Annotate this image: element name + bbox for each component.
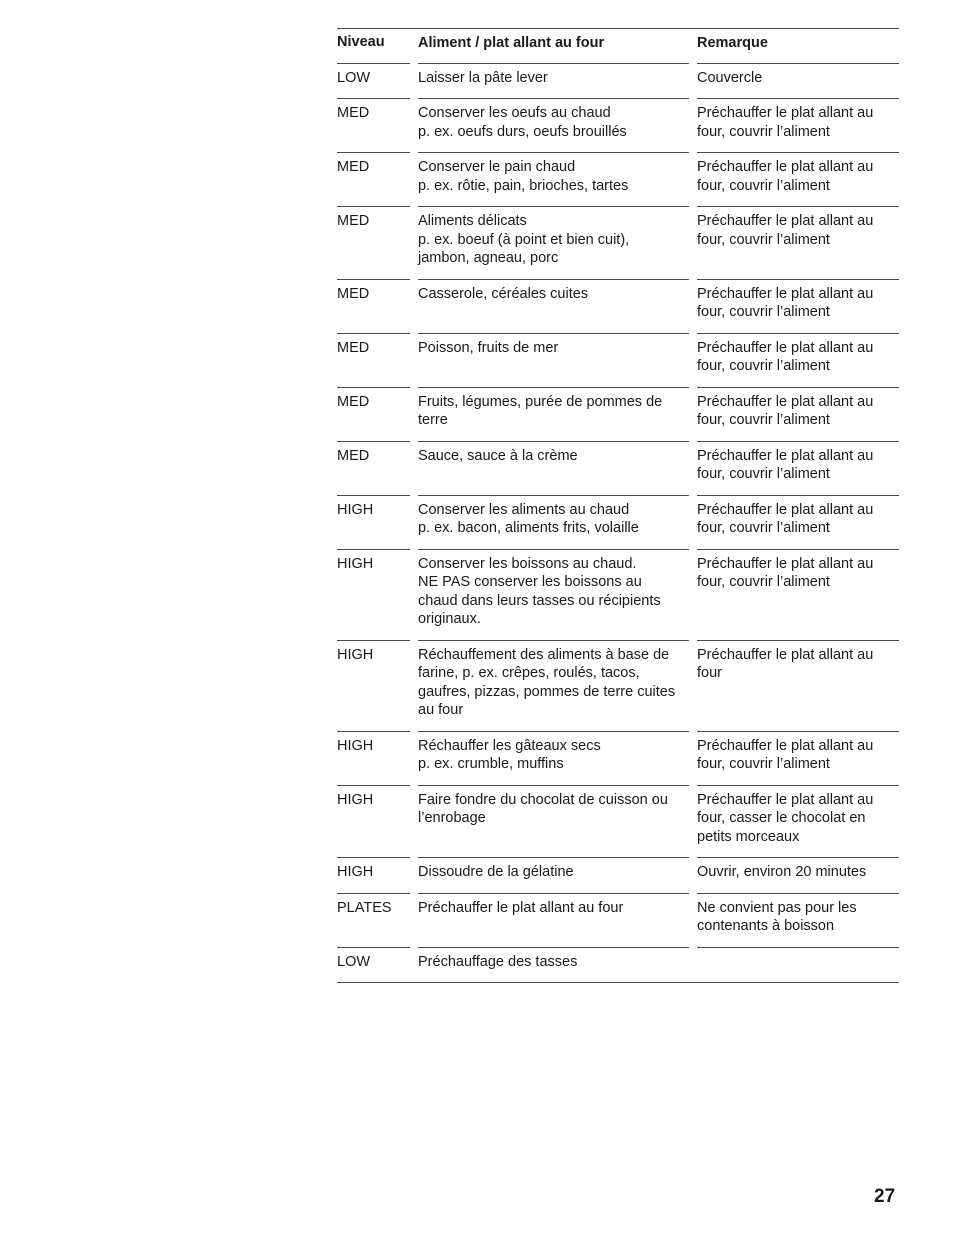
cell-aliment: Sauce, sauce à la crème	[418, 441, 689, 495]
cell-remarque: Préchauffer le plat allant au four, couvrir l’aliment	[697, 549, 899, 640]
page-number: 27	[874, 1186, 896, 1207]
cell-aliment: Casserole, céréales cuites	[418, 279, 689, 333]
cell-remarque: Préchauffer le plat allant au four, couvrir l’aliment	[697, 279, 899, 333]
cell-niveau: MED	[337, 279, 410, 333]
table-row	[337, 857, 899, 893]
cell-remarque: Préchauffer le plat allant au four, couvrir l’aliment	[697, 441, 899, 495]
cell-niveau: HIGH	[337, 640, 410, 731]
cell-niveau: MED	[337, 152, 410, 206]
cell-remarque: Préchauffer le plat allant au four, couvrir l’aliment	[697, 333, 899, 387]
cell-remarque: Préchauffer le plat allant au four, couvrir l’aliment	[697, 98, 899, 152]
table-row	[337, 785, 899, 858]
cell-aliment: Conserver le pain chaud p. ex. rôtie, pain, brioches, tartes	[418, 152, 689, 206]
table-row	[337, 495, 899, 549]
table-row	[337, 333, 899, 387]
cell-niveau: MED	[337, 387, 410, 441]
cell-niveau: LOW	[337, 947, 410, 983]
table-row	[337, 387, 899, 441]
table-row	[337, 152, 899, 206]
cell-niveau: HIGH	[337, 549, 410, 640]
cell-remarque: Préchauffer le plat allant au four, couvrir l’aliment	[697, 731, 899, 785]
cell-aliment: Laisser la pâte lever	[418, 63, 689, 99]
cell-remarque: Préchauffer le plat allant au four, couvrir l’aliment	[697, 152, 899, 206]
header-aliment: Aliment / plat allant au four	[418, 35, 605, 51]
cell-aliment: Poisson, fruits de mer	[418, 333, 689, 387]
cell-remarque: Ouvrir, environ 20 minutes	[697, 857, 899, 893]
cell-niveau: MED	[337, 441, 410, 495]
table-row	[337, 206, 899, 279]
cell-niveau: HIGH	[337, 495, 410, 549]
cell-remarque: Préchauffer le plat allant au four, couvrir l’aliment	[697, 495, 899, 549]
cell-niveau: HIGH	[337, 857, 410, 893]
cell-niveau: PLATES	[337, 893, 410, 947]
cell-remarque	[697, 947, 899, 983]
cell-remarque: Préchauffer le plat allant au four, couvrir l’aliment	[697, 387, 899, 441]
table-header-row	[337, 28, 899, 63]
cell-aliment: Conserver les boissons au chaud. NE PAS conserver les boissons au chaud dans leurs tasses ou récipients originaux.	[418, 549, 689, 640]
cell-aliment: Conserver les oeufs au chaud p. ex. oeufs durs, oeufs brouillés	[418, 98, 689, 152]
table-bottom-rule	[337, 982, 899, 983]
cell-niveau: MED	[337, 98, 410, 152]
table-row	[337, 98, 899, 152]
table-row	[337, 947, 899, 983]
table-row	[337, 549, 899, 640]
cell-aliment: Préchauffage des tasses	[418, 947, 689, 983]
cell-niveau: HIGH	[337, 785, 410, 858]
table-row	[337, 893, 899, 947]
header-niveau: Niveau	[337, 34, 385, 50]
cell-remarque: Préchauffer le plat allant au four, couvrir l’aliment	[697, 206, 899, 279]
cell-niveau: MED	[337, 333, 410, 387]
cell-niveau: MED	[337, 206, 410, 279]
table-row	[337, 640, 899, 731]
table-row	[337, 441, 899, 495]
cell-aliment: Fruits, légumes, purée de pommes de terre	[418, 387, 689, 441]
settings-table	[337, 28, 899, 983]
table-row	[337, 731, 899, 785]
cell-aliment: Conserver les aliments au chaud p. ex. bacon, aliments frits, volaille	[418, 495, 689, 549]
cell-remarque: Préchauffer le plat allant au four	[697, 640, 899, 731]
cell-aliment: Faire fondre du chocolat de cuisson ou l’enrobage	[418, 785, 689, 858]
cell-aliment: Réchauffement des aliments à base de farine, p. ex. crêpes, roulés, tacos, gaufres, pizzas, pommes de terre cuites au four	[418, 640, 689, 731]
header-remarque: Remarque	[697, 35, 768, 51]
cell-remarque: Couvercle	[697, 63, 899, 99]
cell-aliment: Dissoudre de la gélatine	[418, 857, 689, 893]
cell-niveau: HIGH	[337, 731, 410, 785]
cell-remarque: Ne convient pas pour les contenants à boisson	[697, 893, 899, 947]
table-row	[337, 279, 899, 333]
cell-aliment: Aliments délicats p. ex. boeuf (à point et bien cuit), jambon, agneau, porc	[418, 206, 689, 279]
cell-aliment: Réchauffer les gâteaux secs p. ex. crumble, muffins	[418, 731, 689, 785]
table-row	[337, 63, 899, 99]
cell-niveau: LOW	[337, 63, 410, 99]
cell-aliment: Préchauffer le plat allant au four	[418, 893, 689, 947]
cell-remarque: Préchauffer le plat allant au four, casser le chocolat en petits morceaux	[697, 785, 899, 858]
